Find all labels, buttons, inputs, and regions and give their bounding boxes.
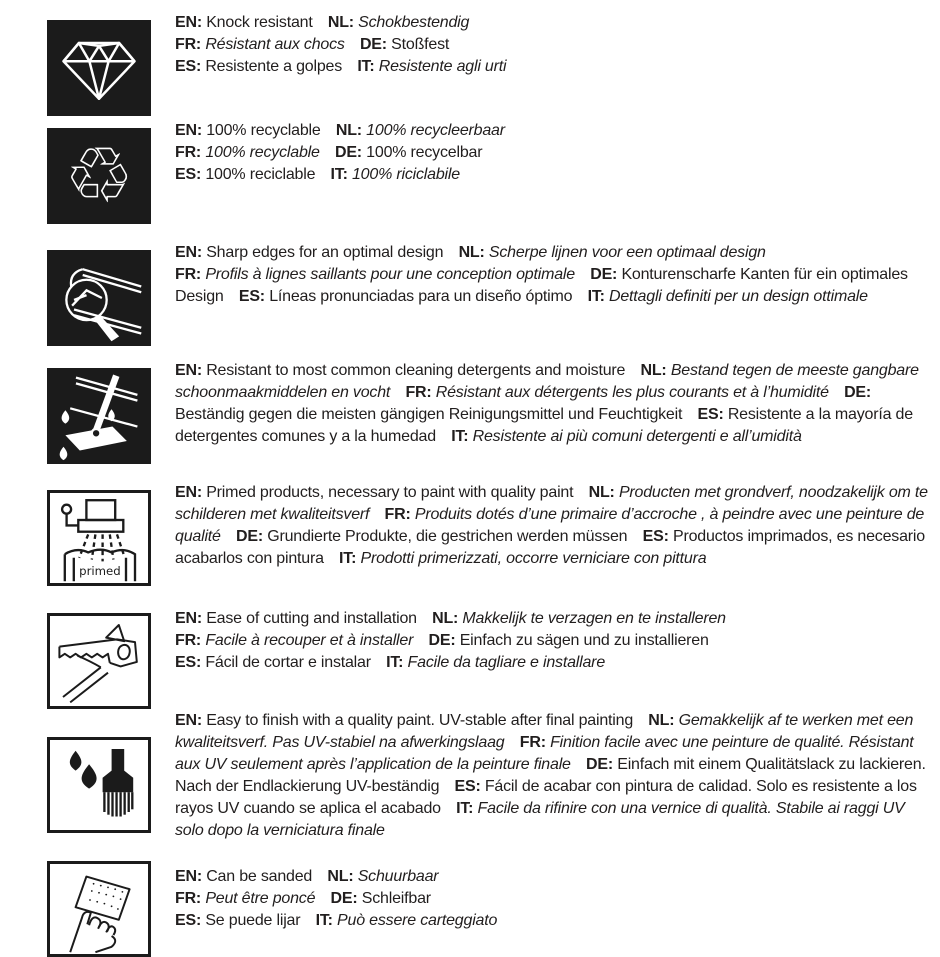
language-label: IT: [339, 550, 361, 567]
feature-text: Facile da rifinire con una vernice di qualità. Stabile ai raggi UV solo dopo la verniciatura finale [175, 800, 905, 839]
language-label: EN: [175, 868, 207, 885]
feature-text: Scherpe lijnen voor een optimaal design [488, 244, 766, 261]
language-label: EN: [175, 712, 207, 729]
sanding-icon [47, 861, 151, 957]
language-label: ES: [697, 406, 728, 423]
feature-text: Producten met grondverf, noodzakelijk om te schilderen met kwaliteitsverf [175, 484, 928, 523]
language-entry [335, 144, 482, 161]
language-entry [175, 868, 312, 885]
language-label: EN: [175, 14, 207, 31]
feature-text: Líneas pronunciadas para un diseño óptimo [269, 288, 573, 305]
language-label: NL: [327, 868, 358, 885]
language-label: ES: [175, 166, 206, 183]
language-entry [386, 654, 605, 671]
feature-text: Se puede lijar [205, 912, 301, 929]
language-entry [236, 528, 627, 545]
language-entry [316, 912, 498, 929]
language-entry [336, 122, 505, 139]
language-label: FR: [175, 36, 206, 53]
language-entry [588, 288, 868, 305]
feature-text: Schuurbaar [357, 868, 439, 885]
language-entry [175, 144, 320, 161]
language-entry [175, 36, 345, 53]
language-label: DE: [428, 632, 460, 649]
feature-description [175, 12, 937, 78]
feature-text: Resistente a la mayoría de detergentes comunes y a la humedad [175, 406, 913, 445]
feature-description [175, 608, 937, 674]
language-entry [175, 58, 342, 75]
language-entry [331, 890, 431, 907]
language-label: IT: [330, 166, 352, 183]
primed-icon [47, 490, 151, 586]
feature-text: Resistant to most common cleaning detergents and moisture [206, 362, 626, 379]
feature-text: 100% riciclabile [351, 166, 460, 183]
feature-description [175, 242, 937, 308]
language-entry [175, 610, 417, 627]
feature-text: Peut être poncé [205, 890, 316, 907]
language-label: ES: [175, 912, 206, 929]
language-label: DE: [236, 528, 268, 545]
language-label: FR: [175, 144, 206, 161]
language-label: FR: [175, 890, 206, 907]
language-label: ES: [175, 654, 206, 671]
language-label: FR: [384, 506, 415, 523]
feature-text: 100% recyclable [205, 144, 320, 161]
language-label: NL: [458, 244, 489, 261]
feature-text: Schokbestendig [358, 14, 470, 31]
language-entry [357, 58, 506, 75]
feature-text: Primed products, necessary to paint with quality paint [206, 484, 574, 501]
language-label: ES: [454, 778, 485, 795]
feature-text: Einfach mit einem Qualitätslack zu lackieren. Nach der Endlackierung UV-beständig [175, 756, 926, 795]
feature-text: Konturenscharfe Kanten für ein optimales Design [175, 266, 908, 305]
language-entry [175, 362, 625, 379]
feature-text: Finition facile avec une peinture de qualité. Résistant aux UV seulement après l’application de la peinture finale [175, 734, 914, 773]
language-label: NL: [432, 610, 463, 627]
language-label: IT: [386, 654, 408, 671]
language-entry [459, 244, 766, 261]
language-label: EN: [175, 362, 207, 379]
language-entry [339, 550, 706, 567]
feature-description [175, 482, 937, 570]
feature-text: Grundierte Produkte, die gestrichen werden müssen [267, 528, 628, 545]
language-entry [175, 266, 575, 283]
language-entry [175, 14, 313, 31]
language-label: IT: [451, 428, 473, 445]
language-label: EN: [175, 610, 207, 627]
language-entry [175, 122, 321, 139]
feature-text: 100% reciclable [205, 166, 316, 183]
language-label: ES: [642, 528, 673, 545]
sharp-edges-icon [47, 250, 151, 346]
feature-text: Facile à recouper et à installer [205, 632, 414, 649]
feature-text: Facile da tagliare e installare [407, 654, 606, 671]
language-label: FR: [405, 384, 436, 401]
feature-description [175, 360, 937, 448]
language-label: DE: [330, 890, 362, 907]
language-label: DE: [844, 384, 872, 401]
feature-text: Résistant aux détergents les plus courants et à l’humidité [435, 384, 829, 401]
feature-text: Stoßfest [391, 36, 450, 53]
feature-description [175, 710, 937, 842]
feature-text: Beständig gegen die meisten gängigen Reinigungsmittel und Feuchtigkeit [175, 406, 683, 423]
language-label: NL: [335, 122, 367, 139]
language-entry [175, 166, 315, 183]
feature-text: 100% recyclable [206, 122, 321, 139]
feature-text: Sharp edges for an optimal design [206, 244, 444, 261]
language-entry [405, 384, 828, 401]
feature-text: Can be sanded [206, 868, 313, 885]
feature-text: Resistente a golpes [205, 58, 343, 75]
language-entry [429, 632, 709, 649]
language-label: ES: [175, 58, 206, 75]
language-label: DE: [590, 266, 622, 283]
language-entry [327, 868, 438, 885]
language-entry [175, 654, 371, 671]
feature-text: Gemakkelijk af te werken met een kwaliteitsverf. Pas UV-stabiel na afwerkingslaag [175, 712, 914, 751]
language-label: EN: [175, 122, 207, 139]
language-entry [175, 712, 633, 729]
svg-text:primed: primed [79, 563, 121, 578]
language-label: FR: [175, 266, 206, 283]
language-entry [175, 484, 573, 501]
diamond-icon [47, 20, 151, 116]
language-label: DE: [586, 756, 618, 773]
language-entry [331, 166, 460, 183]
language-label: NL: [588, 484, 619, 501]
svg-text:♲: ♲ [64, 131, 134, 221]
language-label: DE: [359, 36, 392, 53]
language-label: NL: [648, 712, 679, 729]
feature-description [175, 866, 937, 932]
cleaning-resistant-icon [47, 368, 151, 464]
language-label: FR: [175, 632, 206, 649]
language-label: DE: [334, 144, 367, 161]
feature-text: Easy to finish with a quality paint. UV-stable after final painting [206, 712, 634, 729]
feature-text: Dettagli definiti per un design ottimale [609, 288, 868, 305]
language-entry [360, 36, 449, 53]
feature-text: Fácil de acabar con pintura de calidad. Solo es resistente a los rayos UV cuando se aplica el acabado [175, 778, 917, 817]
language-label: IT: [456, 800, 478, 817]
language-label: IT: [315, 912, 338, 929]
feature-text: Knock resistant [206, 14, 313, 31]
saw-icon [47, 613, 151, 709]
feature-text: Productos imprimados, es necesario acabarlos con pintura [175, 528, 925, 567]
feature-text: Produits dotés d’une primaire d’accroche , à peindre avec une peinture de qualité [175, 506, 925, 545]
feature-text: 100% recycelbar [366, 144, 483, 161]
feature-text: Résistant aux chocs [205, 36, 345, 53]
feature-description [175, 120, 937, 186]
language-entry [175, 890, 315, 907]
feature-text: Einfach zu sägen und zu installieren [459, 632, 709, 649]
language-label: NL: [640, 362, 671, 379]
feature-text: Resistente ai più comuni detergenti e all’umidità [472, 428, 802, 445]
language-label: EN: [175, 244, 207, 261]
feature-text: Ease of cutting and installation [206, 610, 417, 627]
feature-text: Fácil de cortar e instalar [205, 654, 371, 671]
feature-text: Bestand tegen de meeste gangbare schoonmaakmiddelen en vocht [175, 362, 919, 401]
feature-text: Schleifbar [361, 890, 431, 907]
feature-text: Resistente agli urti [378, 58, 507, 75]
language-label: FR: [519, 734, 551, 751]
language-entry [432, 610, 726, 627]
feature-text: 100% recycleerbaar [366, 122, 505, 139]
language-entry [175, 632, 413, 649]
language-label: IT: [357, 58, 379, 75]
language-entry [175, 912, 300, 929]
paint-finish-icon [47, 737, 151, 833]
feature-text: Prodotti primerizzati, occorre verniciare con pittura [360, 550, 707, 567]
language-label: EN: [175, 484, 207, 501]
language-entry [328, 14, 469, 31]
language-entry [175, 244, 443, 261]
language-label: NL: [327, 14, 359, 31]
language-entry [239, 288, 572, 305]
feature-text: Makkelijk te verzagen en te installeren [462, 610, 726, 627]
feature-text: Può essere carteggiato [337, 912, 498, 929]
language-label: ES: [238, 288, 270, 305]
feature-text: Profils à lignes saillants pour une conception optimale [205, 266, 575, 283]
language-entry [451, 428, 801, 445]
language-label: IT: [587, 288, 609, 305]
recycle-icon [47, 128, 151, 224]
